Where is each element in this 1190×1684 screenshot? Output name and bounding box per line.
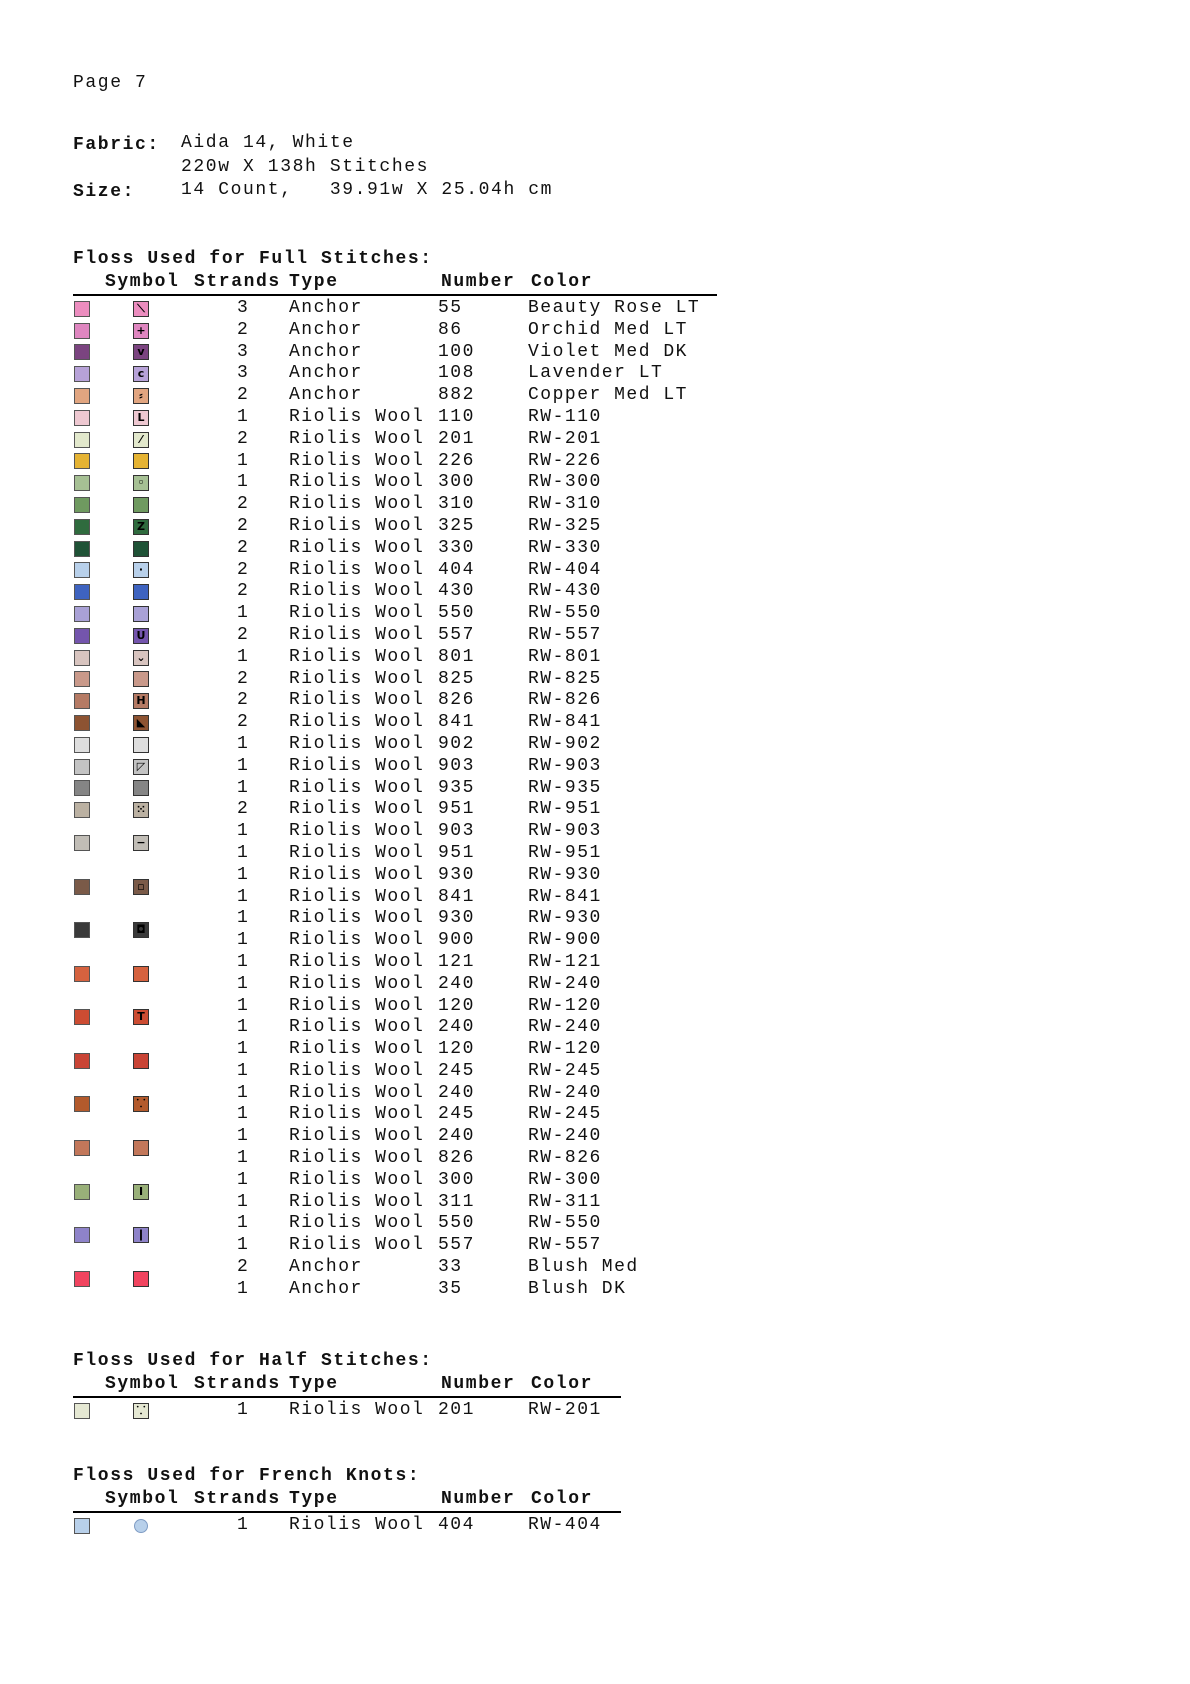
floss-number: 120 — [438, 995, 475, 1016]
floss-strands: 2 — [237, 385, 250, 406]
floss-strands: 2 — [237, 559, 250, 580]
floss-color: RW-300 — [528, 472, 602, 493]
floss-color: RW-825 — [528, 668, 602, 689]
floss-number: 826 — [438, 1148, 475, 1169]
floss-strands: 1 — [237, 1060, 250, 1081]
floss-number: 900 — [438, 930, 475, 951]
floss-color: Violet Med DK — [528, 341, 688, 362]
stitch-symbol — [133, 671, 149, 687]
floss-number: 430 — [438, 581, 475, 602]
stitch-symbol: v — [133, 344, 149, 360]
floss-color: RW-330 — [528, 537, 602, 558]
floss-color: RW-430 — [528, 581, 602, 602]
floss-color: RW-903 — [528, 755, 602, 776]
column-header-symbol: Symbol — [105, 1489, 180, 1509]
stitch-symbol: ⁙ — [133, 802, 149, 818]
floss-number: 825 — [438, 668, 475, 689]
color-swatch — [74, 497, 90, 513]
floss-number: 841 — [438, 886, 475, 907]
floss-color: RW-550 — [528, 1213, 602, 1234]
floss-color: Blush Med — [528, 1257, 639, 1278]
stitch-symbol: H — [133, 693, 149, 709]
floss-type: Riolis Wool — [289, 908, 425, 929]
french-knot-symbol — [134, 1519, 148, 1533]
floss-type: Riolis Wool — [289, 951, 425, 972]
section-title: Floss Used for Half Stitches: — [73, 1351, 433, 1371]
floss-number: 951 — [438, 842, 475, 863]
column-header-symbol: Symbol — [105, 272, 180, 292]
stitch-symbol — [133, 780, 149, 796]
floss-number: 120 — [438, 1039, 475, 1060]
floss-color: RW-201 — [528, 1400, 602, 1420]
floss-strands: 1 — [237, 1104, 250, 1125]
floss-type: Riolis Wool — [289, 1213, 425, 1234]
floss-number: 841 — [438, 712, 475, 733]
column-header-color: Color — [531, 272, 594, 292]
floss-number: 902 — [438, 733, 475, 754]
floss-type: Riolis Wool — [289, 1060, 425, 1081]
floss-number: 100 — [438, 341, 475, 362]
floss-type: Riolis Wool — [289, 1515, 425, 1535]
floss-strands: 1 — [237, 1278, 250, 1299]
color-swatch — [74, 344, 90, 360]
floss-number: 55 — [438, 298, 463, 318]
floss-color: RW-245 — [528, 1060, 602, 1081]
color-swatch — [74, 1009, 90, 1025]
floss-type: Riolis Wool — [289, 886, 425, 907]
stitch-symbol — [133, 1271, 149, 1287]
fabric-label: Fabric: — [73, 135, 160, 155]
header-rule — [73, 294, 717, 296]
floss-type: Anchor — [289, 341, 363, 362]
floss-color: RW-826 — [528, 690, 602, 711]
floss-type: Riolis Wool — [289, 450, 425, 471]
floss-number: 903 — [438, 755, 475, 776]
color-swatch — [74, 1271, 90, 1287]
column-header-strands: Strands — [194, 1374, 281, 1394]
floss-number: 300 — [438, 1169, 475, 1190]
floss-strands: 1 — [237, 472, 250, 493]
color-swatch — [74, 1184, 90, 1200]
floss-type: Riolis Wool — [289, 537, 425, 558]
floss-type: Riolis Wool — [289, 1104, 425, 1125]
floss-strands: 1 — [237, 1148, 250, 1169]
column-header-number: Number — [441, 272, 516, 292]
floss-color: RW-935 — [528, 777, 602, 798]
floss-type: Riolis Wool — [289, 1017, 425, 1038]
stitch-symbol — [133, 541, 149, 557]
floss-number: 240 — [438, 973, 475, 994]
color-swatch — [74, 650, 90, 666]
floss-number: 935 — [438, 777, 475, 798]
floss-number: 201 — [438, 1400, 475, 1420]
floss-strands: 1 — [237, 908, 250, 929]
floss-type: Riolis Wool — [289, 755, 425, 776]
floss-type: Anchor — [289, 1278, 363, 1299]
floss-type: Riolis Wool — [289, 690, 425, 711]
floss-color: RW-240 — [528, 1082, 602, 1103]
floss-color: RW-240 — [528, 1126, 602, 1147]
stitch-symbol — [133, 453, 149, 469]
floss-strands: 2 — [237, 494, 250, 515]
floss-strands: 2 — [237, 712, 250, 733]
floss-number: 245 — [438, 1060, 475, 1081]
column-header-type: Type — [289, 272, 339, 292]
floss-type: Riolis Wool — [289, 1191, 425, 1212]
floss-color: RW-826 — [528, 1148, 602, 1169]
floss-number: 404 — [438, 559, 475, 580]
column-header-strands: Strands — [194, 272, 281, 292]
stitch-symbol: − — [133, 835, 149, 851]
column-header-strands: Strands — [194, 1489, 281, 1509]
floss-type: Riolis Wool — [289, 406, 425, 427]
floss-type: Riolis Wool — [289, 646, 425, 667]
stitch-symbol: ◘ — [133, 922, 149, 938]
stitch-symbol: ⟍ — [133, 301, 149, 317]
floss-number: 550 — [438, 1213, 475, 1234]
column-header-symbol: Symbol — [105, 1374, 180, 1394]
floss-color: RW-557 — [528, 624, 602, 645]
floss-type: Riolis Wool — [289, 799, 425, 820]
floss-color: RW-240 — [528, 973, 602, 994]
size-label: Size: — [73, 182, 136, 202]
floss-type: Riolis Wool — [289, 1039, 425, 1060]
floss-color: RW-121 — [528, 951, 602, 972]
color-swatch — [74, 388, 90, 404]
floss-number: 325 — [438, 515, 475, 536]
floss-type: Riolis Wool — [289, 494, 425, 515]
floss-strands: 1 — [237, 951, 250, 972]
floss-type: Riolis Wool — [289, 973, 425, 994]
color-swatch — [74, 966, 90, 982]
floss-type: Riolis Wool — [289, 930, 425, 951]
floss-strands: 2 — [237, 690, 250, 711]
color-swatch — [74, 759, 90, 775]
floss-number: 903 — [438, 821, 475, 842]
floss-type: Riolis Wool — [289, 428, 425, 449]
stitch-symbol — [133, 606, 149, 622]
color-swatch — [74, 1096, 90, 1112]
stitch-symbol: ❙ — [133, 1227, 149, 1243]
floss-color: RW-951 — [528, 842, 602, 863]
floss-color: Blush DK — [528, 1278, 627, 1299]
stitch-symbol — [133, 584, 149, 600]
floss-strands: 2 — [237, 1257, 250, 1278]
floss-color: RW-550 — [528, 603, 602, 624]
stitch-symbol: T — [133, 1009, 149, 1025]
floss-type: Riolis Wool — [289, 1400, 425, 1420]
floss-type: Riolis Wool — [289, 1148, 425, 1169]
floss-number: 550 — [438, 603, 475, 624]
floss-strands: 1 — [237, 842, 250, 863]
floss-type: Riolis Wool — [289, 559, 425, 580]
floss-strands: 2 — [237, 668, 250, 689]
floss-color: RW-311 — [528, 1191, 602, 1212]
floss-type: Anchor — [289, 298, 363, 318]
floss-number: 300 — [438, 472, 475, 493]
floss-number: 240 — [438, 1082, 475, 1103]
floss-type: Riolis Wool — [289, 1126, 425, 1147]
floss-strands: 3 — [237, 298, 250, 318]
floss-color: RW-240 — [528, 1017, 602, 1038]
floss-number: 930 — [438, 908, 475, 929]
floss-color: RW-404 — [528, 1515, 602, 1535]
stitch-symbol: · — [133, 562, 149, 578]
color-swatch — [74, 922, 90, 938]
stitch-symbol — [133, 1140, 149, 1156]
color-swatch — [74, 366, 90, 382]
floss-number: 33 — [438, 1257, 463, 1278]
floss-strands: 1 — [237, 1515, 250, 1535]
color-swatch — [74, 671, 90, 687]
column-header-number: Number — [441, 1489, 516, 1509]
floss-type: Riolis Wool — [289, 1169, 425, 1190]
floss-type: Riolis Wool — [289, 733, 425, 754]
floss-color: RW-110 — [528, 406, 602, 427]
fabric-value: Aida 14, White — [181, 133, 355, 153]
floss-color: Lavender LT — [528, 363, 664, 384]
stitch-symbol: L — [133, 410, 149, 426]
floss-number: 826 — [438, 690, 475, 711]
color-swatch — [74, 541, 90, 557]
floss-strands: 1 — [237, 450, 250, 471]
floss-color: RW-801 — [528, 646, 602, 667]
stitch-symbol: ◸ — [133, 759, 149, 775]
floss-number: 801 — [438, 646, 475, 667]
floss-number: 557 — [438, 1235, 475, 1256]
floss-strands: 2 — [237, 799, 250, 820]
stitch-symbol: ⁄ — [133, 432, 149, 448]
stitch-symbol: ⌄ — [133, 650, 149, 666]
floss-type: Riolis Wool — [289, 603, 425, 624]
color-swatch — [74, 737, 90, 753]
floss-strands: 1 — [237, 1169, 250, 1190]
color-swatch — [74, 606, 90, 622]
floss-strands: 1 — [237, 886, 250, 907]
floss-number: 121 — [438, 951, 475, 972]
floss-number: 951 — [438, 799, 475, 820]
color-swatch — [74, 628, 90, 644]
floss-strands: 3 — [237, 341, 250, 362]
floss-color: RW-201 — [528, 428, 602, 449]
floss-type: Riolis Wool — [289, 712, 425, 733]
header-rule — [73, 1396, 621, 1398]
floss-color: RW-951 — [528, 799, 602, 820]
floss-color: RW-404 — [528, 559, 602, 580]
color-swatch — [74, 879, 90, 895]
floss-strands: 1 — [237, 603, 250, 624]
floss-strands: 1 — [237, 1213, 250, 1234]
floss-strands: 1 — [237, 406, 250, 427]
color-swatch — [74, 519, 90, 535]
floss-strands: 1 — [237, 646, 250, 667]
floss-strands: 2 — [237, 428, 250, 449]
floss-strands: 1 — [237, 1235, 250, 1256]
floss-strands: 1 — [237, 755, 250, 776]
color-swatch — [74, 835, 90, 851]
color-swatch — [74, 693, 90, 709]
floss-strands: 2 — [237, 319, 250, 340]
color-swatch — [74, 1053, 90, 1069]
color-swatch — [74, 323, 90, 339]
floss-strands: 2 — [237, 624, 250, 645]
floss-type: Riolis Wool — [289, 472, 425, 493]
floss-strands: 1 — [237, 821, 250, 842]
column-header-type: Type — [289, 1374, 339, 1394]
floss-number: 110 — [438, 406, 475, 427]
floss-strands: 1 — [237, 1017, 250, 1038]
section-title: Floss Used for Full Stitches: — [73, 249, 433, 269]
floss-color: RW-300 — [528, 1169, 602, 1190]
floss-color: RW-903 — [528, 821, 602, 842]
page-label: Page 7 — [73, 73, 148, 93]
floss-number: 330 — [438, 537, 475, 558]
floss-strands: 2 — [237, 537, 250, 558]
floss-number: 86 — [438, 319, 463, 340]
floss-color: RW-900 — [528, 930, 602, 951]
floss-number: 35 — [438, 1278, 463, 1299]
size-value: 14 Count, 39.91w X 25.04h cm — [181, 180, 554, 200]
floss-color: RW-245 — [528, 1104, 602, 1125]
color-swatch — [74, 1227, 90, 1243]
floss-number: 930 — [438, 864, 475, 885]
floss-type: Riolis Wool — [289, 668, 425, 689]
floss-type: Riolis Wool — [289, 1235, 425, 1256]
floss-color: RW-902 — [528, 733, 602, 754]
stitch-symbol: ◦ — [133, 475, 149, 491]
floss-number: 882 — [438, 385, 475, 406]
floss-type: Anchor — [289, 385, 363, 406]
column-header-color: Color — [531, 1374, 594, 1394]
floss-strands: 1 — [237, 1126, 250, 1147]
column-header-color: Color — [531, 1489, 594, 1509]
stitch-symbol: + — [133, 323, 149, 339]
floss-strands: 2 — [237, 581, 250, 602]
floss-number: 240 — [438, 1126, 475, 1147]
color-swatch — [74, 802, 90, 818]
floss-color: Beauty Rose LT — [528, 298, 701, 318]
stitch-symbol: ⸗ — [133, 388, 149, 404]
floss-color: RW-325 — [528, 515, 602, 536]
floss-strands: 1 — [237, 777, 250, 798]
floss-color: Orchid Med LT — [528, 319, 688, 340]
floss-number: 108 — [438, 363, 475, 384]
stitch-symbol: U — [133, 628, 149, 644]
floss-strands: 1 — [237, 733, 250, 754]
color-swatch — [74, 475, 90, 491]
floss-color: RW-120 — [528, 1039, 602, 1060]
floss-strands: 1 — [237, 1400, 250, 1420]
floss-type: Riolis Wool — [289, 624, 425, 645]
column-header-type: Type — [289, 1489, 339, 1509]
header-rule — [73, 1511, 621, 1513]
floss-color: RW-841 — [528, 886, 602, 907]
color-swatch — [74, 780, 90, 796]
floss-number: 201 — [438, 428, 475, 449]
stitch-symbol: ▫ — [133, 879, 149, 895]
floss-color: RW-841 — [528, 712, 602, 733]
stitch-symbol — [133, 1053, 149, 1069]
floss-number: 404 — [438, 1515, 475, 1535]
floss-strands: 1 — [237, 864, 250, 885]
floss-type: Riolis Wool — [289, 995, 425, 1016]
floss-type: Riolis Wool — [289, 821, 425, 842]
stitch-symbol — [133, 497, 149, 513]
floss-color: RW-226 — [528, 450, 602, 471]
section-title: Floss Used for French Knots: — [73, 1466, 421, 1486]
floss-number: 240 — [438, 1017, 475, 1038]
floss-type: Riolis Wool — [289, 581, 425, 602]
floss-color: RW-930 — [528, 864, 602, 885]
floss-number: 557 — [438, 624, 475, 645]
floss-type: Riolis Wool — [289, 777, 425, 798]
floss-number: 311 — [438, 1191, 475, 1212]
floss-strands: 1 — [237, 1082, 250, 1103]
color-swatch — [74, 410, 90, 426]
stitch-count: 220w X 138h Stitches — [181, 157, 430, 177]
floss-color: RW-557 — [528, 1235, 602, 1256]
stitch-symbol: ⸪ — [133, 1403, 149, 1419]
floss-color: Copper Med LT — [528, 385, 688, 406]
floss-type: Anchor — [289, 1257, 363, 1278]
color-swatch — [74, 453, 90, 469]
floss-type: Riolis Wool — [289, 515, 425, 536]
color-swatch — [74, 1518, 90, 1534]
floss-color: RW-310 — [528, 494, 602, 515]
stitch-symbol: Z — [133, 519, 149, 535]
color-swatch — [74, 1403, 90, 1419]
color-swatch — [74, 584, 90, 600]
color-swatch — [74, 301, 90, 317]
stitch-symbol: ⸪ — [133, 1096, 149, 1112]
floss-color: RW-930 — [528, 908, 602, 929]
stitch-symbol: I — [133, 1184, 149, 1200]
floss-strands: 1 — [237, 930, 250, 951]
stitch-symbol — [133, 966, 149, 982]
floss-color: RW-120 — [528, 995, 602, 1016]
floss-strands: 2 — [237, 515, 250, 536]
color-swatch — [74, 1140, 90, 1156]
floss-type: Anchor — [289, 363, 363, 384]
floss-strands: 1 — [237, 1039, 250, 1060]
floss-number: 310 — [438, 494, 475, 515]
stitch-symbol — [133, 737, 149, 753]
color-swatch — [74, 715, 90, 731]
floss-number: 245 — [438, 1104, 475, 1125]
floss-strands: 1 — [237, 995, 250, 1016]
color-swatch — [74, 432, 90, 448]
floss-type: Riolis Wool — [289, 864, 425, 885]
column-header-number: Number — [441, 1374, 516, 1394]
stitch-symbol: c — [133, 366, 149, 382]
floss-strands: 3 — [237, 363, 250, 384]
floss-strands: 1 — [237, 1191, 250, 1212]
floss-type: Riolis Wool — [289, 1082, 425, 1103]
color-swatch — [74, 562, 90, 578]
floss-strands: 1 — [237, 973, 250, 994]
floss-number: 226 — [438, 450, 475, 471]
floss-type: Anchor — [289, 319, 363, 340]
floss-type: Riolis Wool — [289, 842, 425, 863]
stitch-symbol: ◣ — [133, 715, 149, 731]
